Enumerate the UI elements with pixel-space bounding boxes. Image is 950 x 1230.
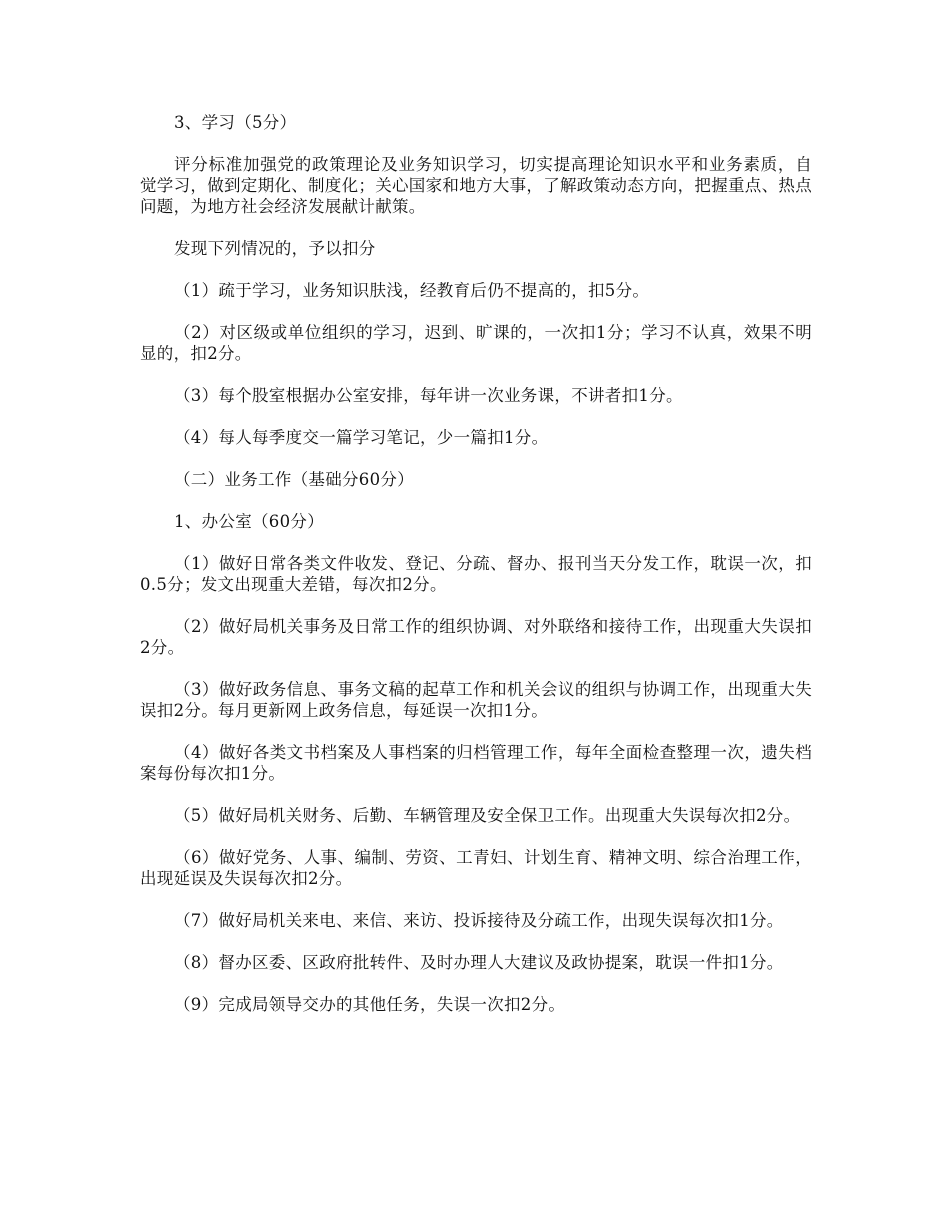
study-item-2: （2）对区级或单位组织的学习，迟到、旷课的，一次扣1分；学习不认真，效果不明显的，扣2分。: [140, 323, 812, 363]
subsection-heading-office: 1、办公室（60分）: [174, 512, 324, 531]
section-heading-business-work: （二）业务工作（基础分60分）: [174, 470, 414, 489]
deduction-intro: 发现下列情况的，予以扣分: [174, 239, 376, 258]
study-item-1: （1）疏于学习，业务知识肤浅，经教育后仍不提高的，扣5分。: [174, 281, 650, 300]
office-item-3: （3）做好政务信息、事务文稿的起草工作和机关会议的组织与协调工作，出现重大失误扣2分。每月更新网上政务信息，每延误一次扣1分。: [140, 680, 812, 720]
section-heading-study: 3、学习（5分）: [174, 113, 297, 132]
office-item-7: （7）做好局机关来电、来信、来访、投诉接待及分疏工作，出现失误每次扣1分。: [174, 911, 784, 930]
office-item-2: （2）做好局机关事务及日常工作的组织协调、对外联络和接待工作，出现重大失误扣2分。: [140, 617, 812, 657]
office-item-1: （1）做好日常各类文件收发、登记、分疏、督办、报刊当天分发工作，耽误一次，扣0.5分；发文出现重大差错，每次扣2分。: [140, 554, 812, 594]
office-item-5: （5）做好局机关财务、后勤、车辆管理及安全保卫工作。出现重大失误每次扣2分。: [174, 806, 801, 825]
study-item-4: （4）每人每季度交一篇学习笔记，少一篇扣1分。: [174, 428, 549, 447]
scoring-standard-paragraph: 评分标准加强党的政策理论及业务知识学习，切实提高理论知识水平和业务素质，自觉学习，做到定期化、制度化；关心国家和地方大事，了解政策动态方向，把握重点、热点问题，为地方社会经济发展献计献策。: [140, 155, 812, 216]
office-item-8: （8）督办区委、区政府批转件、及时办理人大建议及政协提案，耽误一件扣1分。: [174, 953, 784, 972]
office-item-9: （9）完成局领导交办的其他任务，失误一次扣2分。: [174, 995, 566, 1014]
document-page: [140, 112, 812, 1015]
office-item-6: （6）做好党务、人事、编制、劳资、工青妇、计划生育、精神文明、综合治理工作，出现延误及失误每次扣2分。: [140, 848, 812, 888]
study-item-3: （3）每个股室根据办公室安排，每年讲一次业务课，不讲者扣1分。: [174, 386, 683, 405]
office-item-4: （4）做好各类文书档案及人事档案的归档管理工作，每年全面检查整理一次，遗失档案每份每次扣1分。: [140, 743, 812, 783]
